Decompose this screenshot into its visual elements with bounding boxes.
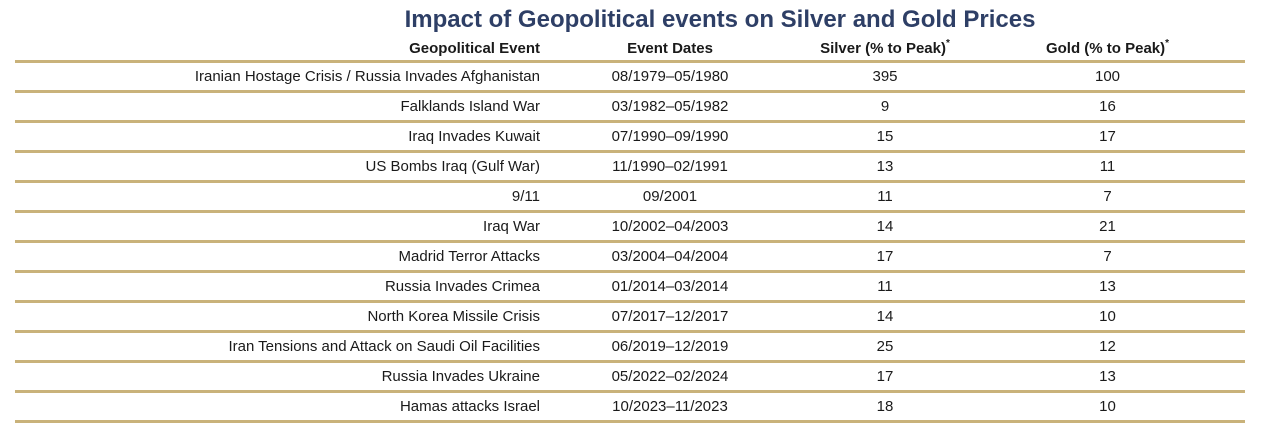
gold-cell: 12 (1099, 338, 1116, 355)
table-row (15, 240, 1245, 270)
gold-cell: 7 (1103, 188, 1112, 205)
silver-cell: 15 (876, 128, 894, 145)
event-cell: Hamas attacks Israel (399, 398, 540, 415)
silver-cell: 11 (877, 188, 893, 205)
event-cell: Iraq Invades Kuwait (408, 128, 540, 145)
silver-cell: 25 (876, 338, 894, 355)
silver-cell: 17 (876, 368, 894, 385)
dates-cell: 07/1990–09/1990 (611, 128, 729, 145)
gold-cell: 13 (1099, 368, 1116, 385)
silver-cell: 18 (876, 398, 894, 415)
event-cell: US Bombs Iraq (Gulf War) (365, 158, 540, 175)
dates-cell: 10/2023–11/2023 (612, 398, 728, 415)
silver-cell: 395 (872, 68, 898, 85)
events-table (15, 36, 1245, 423)
table-row (15, 300, 1245, 330)
event-cell: Russia Invades Crimea (384, 278, 540, 295)
table-row (15, 150, 1245, 180)
dates-cell: 08/1979–05/1980 (611, 68, 729, 85)
header-event-dates: Event Dates (627, 39, 713, 57)
table-body (15, 60, 1245, 423)
table-row (15, 120, 1245, 150)
table-row (15, 210, 1245, 240)
gold-cell: 100 (1094, 68, 1121, 85)
silver-cell: 9 (880, 98, 890, 115)
gold-cell: 10 (1099, 398, 1116, 415)
event-cell: Madrid Terror Attacks (398, 248, 540, 265)
header-geopolitical-event: Geopolitical Event (409, 39, 540, 57)
dates-cell: 10/2002–04/2003 (611, 218, 729, 235)
dates-cell: 05/2022–02/2024 (611, 368, 729, 385)
dates-cell: 09/2001 (642, 188, 698, 205)
dates-cell: 03/1982–05/1982 (611, 98, 729, 115)
dates-cell: 07/2017–12/2017 (611, 308, 729, 325)
event-cell: North Korea Missile Crisis (367, 308, 540, 325)
table-row (15, 270, 1245, 300)
silver-cell: 13 (876, 158, 894, 175)
header-silver (800, 37, 970, 57)
gold-cell: 11 (1099, 158, 1116, 175)
gold-cell: 21 (1099, 218, 1116, 235)
dates-cell: 03/2004–04/2004 (611, 248, 729, 265)
table-row (15, 180, 1245, 210)
event-cell: Russia Invades Ukraine (381, 368, 540, 385)
table-row (15, 330, 1245, 360)
gold-cell: 7 (1103, 248, 1112, 265)
event-cell: Iraq War (483, 218, 540, 235)
silver-cell: 17 (876, 248, 894, 265)
event-cell: 9/11 (511, 188, 540, 205)
event-cell: Iranian Hostage Crisis / Russia Invades Afghanistan (194, 68, 540, 85)
silver-cell: 11 (877, 278, 893, 295)
table-row (15, 360, 1245, 390)
dates-cell: 01/2014–03/2014 (611, 278, 729, 295)
header-gold (970, 37, 1245, 57)
chart-title: Impact of Geopolitical events on Silver and Gold Prices (404, 6, 1036, 33)
dates-cell: 06/2019–12/2019 (611, 338, 729, 355)
table-row (15, 90, 1245, 120)
header-silver-footnote-marker: * (945, 37, 950, 49)
event-cell: Iran Tensions and Attack on Saudi Oil Facilities (228, 338, 540, 355)
table-row (15, 390, 1245, 423)
dates-cell: 11/1990–02/1991 (612, 158, 728, 175)
silver-cell: 14 (876, 218, 894, 235)
silver-cell: 14 (876, 308, 894, 325)
gold-cell: 16 (1099, 98, 1116, 115)
header-gold-label: Gold (% to Peak) (1045, 39, 1166, 57)
header-silver-label: Silver (% to Peak) (820, 39, 946, 57)
event-cell: Falklands Island War (400, 98, 540, 115)
header-gold-footnote-marker: * (1165, 37, 1170, 49)
gold-cell: 17 (1099, 128, 1116, 145)
table-row (15, 60, 1245, 90)
gold-cell: 13 (1099, 278, 1116, 295)
gold-cell: 10 (1099, 308, 1116, 325)
table-header-row (15, 36, 1245, 60)
